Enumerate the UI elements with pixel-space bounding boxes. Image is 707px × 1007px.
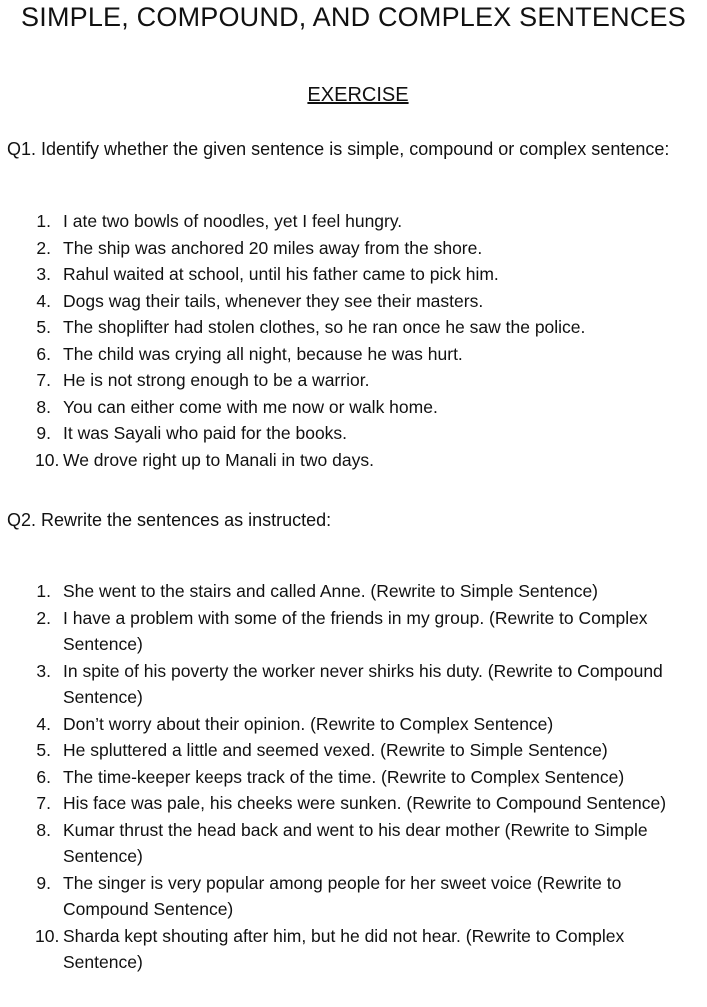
item-text: Sharda kept shouting after him, but he did not hear. (Rewrite to Complex Sentence): [63, 925, 625, 972]
item-number: 2.: [36, 237, 51, 258]
list-item: [0, 658, 707, 711]
item-text: I ate two bowls of noodles, yet I feel hungry.: [63, 211, 403, 231]
item-text: He is not strong enough to be a warrior.: [63, 370, 370, 390]
item-text: The shoplifter had stolen clothes, so he ran once he saw the police.: [63, 317, 586, 337]
item-text: He spluttered a little and seemed vexed. (Rewrite to Simple Sentence): [63, 740, 608, 760]
item-number: 6.: [36, 343, 51, 364]
item-text: His face was pale, his cheeks were sunken. (Rewrite to Compound Sentence): [63, 793, 667, 813]
list-item: [0, 764, 707, 791]
item-text: Rahul waited at school, until his father came to pick him.: [63, 264, 499, 284]
item-text: Kumar thrust the head back and went to his dear mother (Rewrite to Simple Sentence): [63, 819, 648, 866]
item-number: 10.: [35, 449, 60, 470]
question-1-list: [0, 208, 707, 473]
exercise-heading: EXERCISE: [307, 84, 409, 106]
item-text: The time-keeper keeps track of the time. (Rewrite to Complex Sentence): [63, 766, 625, 787]
list-item: [0, 261, 707, 288]
item-text: I have a problem with some of the friends in my group. (Rewrite to Complex Sentence): [63, 607, 648, 654]
item-number: 5.: [36, 740, 51, 760]
list-item: [0, 578, 707, 605]
item-text: The ship was anchored 20 miles away from the shore.: [63, 237, 483, 258]
item-number: 9.: [36, 423, 51, 443]
list-item: [0, 314, 707, 341]
item-text: Don’t worry about their opinion. (Rewrite to Complex Sentence): [63, 713, 554, 734]
list-item: [0, 341, 707, 368]
item-number: 7.: [36, 793, 51, 813]
list-item: [0, 367, 707, 394]
list-item: [0, 711, 707, 738]
item-number: 7.: [36, 370, 51, 390]
item-number: 5.: [36, 317, 51, 337]
question-2-list: [0, 578, 707, 976]
item-text: We drove right up to Manali in two days.: [63, 449, 374, 470]
list-item: [0, 288, 707, 315]
list-item: [0, 394, 707, 421]
list-item: [0, 208, 707, 235]
item-number: 4.: [36, 713, 51, 734]
item-text: It was Sayali who paid for the books.: [63, 423, 348, 443]
question-2-prompt: Q2. Rewrite the sentences as instructed:: [7, 510, 332, 530]
list-item: [0, 447, 707, 474]
item-text: The child was crying all night, because he was hurt.: [63, 343, 463, 364]
item-number: 9.: [36, 872, 51, 893]
list-item: [0, 870, 707, 923]
item-number: 3.: [36, 264, 51, 284]
item-number: 3.: [36, 660, 51, 681]
list-item: [0, 605, 707, 658]
item-number: 1.: [36, 581, 51, 601]
item-text: Dogs wag their tails, whenever they see their masters.: [63, 290, 484, 311]
item-number: 4.: [36, 290, 51, 311]
item-number: 2.: [36, 607, 51, 628]
list-item: [0, 420, 707, 447]
list-item: [0, 790, 707, 817]
item-number: 10.: [35, 925, 60, 946]
item-text: She went to the stairs and called Anne. (Rewrite to Simple Sentence): [63, 581, 599, 601]
item-text: You can either come with me now or walk home.: [63, 396, 438, 417]
list-item: [0, 817, 707, 870]
item-text: The singer is very popular among people for her sweet voice (Rewrite to Compound Sentence): [63, 872, 622, 919]
page-title: SIMPLE, COMPOUND, AND COMPLEX SENTENCES: [21, 2, 686, 32]
item-number: 8.: [36, 819, 51, 840]
item-number: 6.: [36, 766, 51, 787]
list-item: [0, 737, 707, 764]
item-text: In spite of his poverty the worker never shirks his duty. (Rewrite to Compound Sentence): [63, 660, 663, 707]
item-number: 8.: [36, 396, 51, 417]
question-1-prompt: Q1. Identify whether the given sentence is simple, compound or complex sentence:: [7, 139, 670, 159]
list-item: [0, 235, 707, 262]
list-item: [0, 923, 707, 976]
item-number: 1.: [36, 211, 51, 231]
